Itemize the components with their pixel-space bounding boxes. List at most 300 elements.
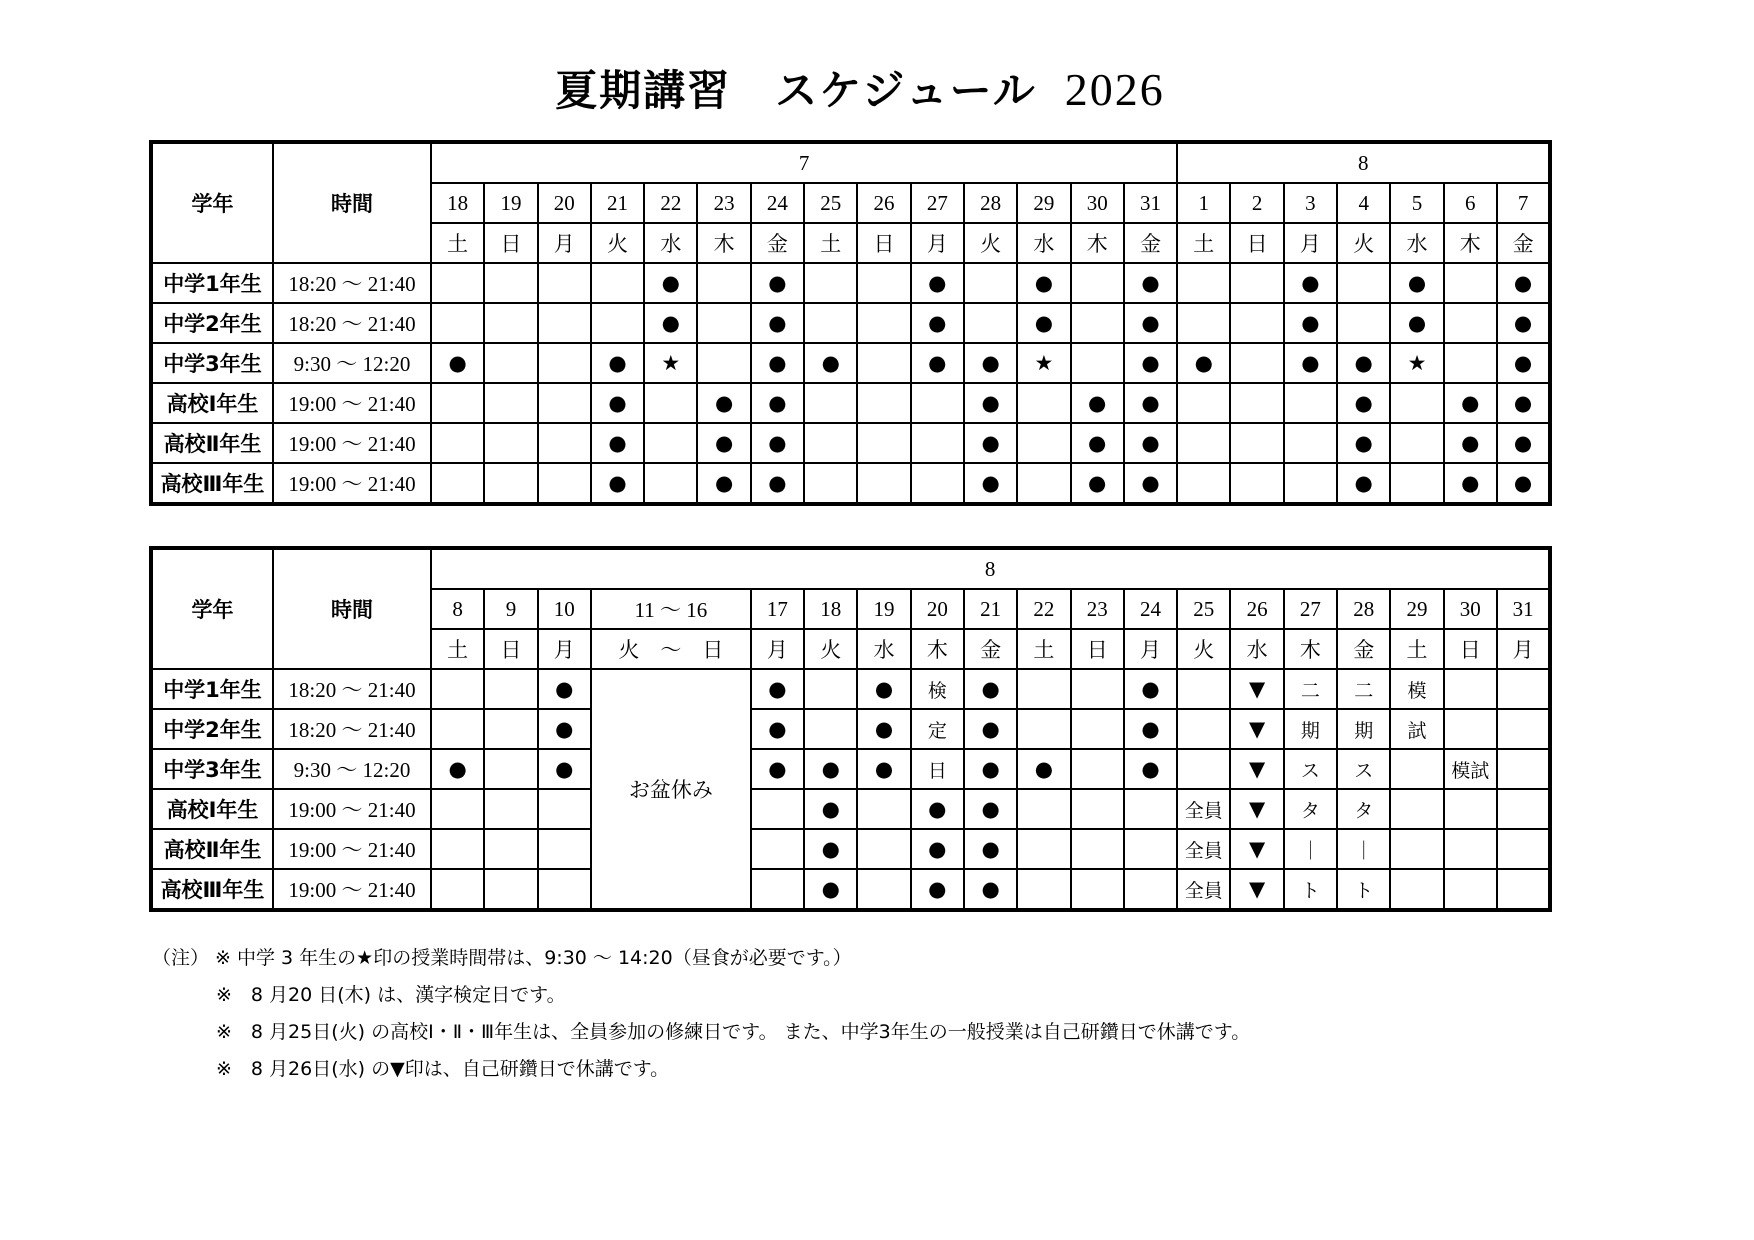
day-number: 2 [1230,183,1283,223]
schedule-mark [484,383,537,423]
class-time: 9:30 〜 12:20 [273,343,431,383]
schedule-mark: ● [1390,263,1443,303]
schedule-mark [538,869,591,910]
schedule-mark: タ [1337,789,1390,829]
schedule-mark [644,423,697,463]
schedule-mark: 模試 [1444,749,1497,789]
schedule-mark [431,789,484,829]
day-number: 19 [857,589,910,629]
schedule-mark [431,669,484,709]
month-header: 8 [431,548,1550,589]
schedule-mark [1444,303,1497,343]
schedule-mark: ● [1071,383,1124,423]
grade-row [151,423,1550,463]
schedule-mark: タ [1284,789,1337,829]
grade-label: 中学2年生 [151,303,273,343]
grade-row [151,303,1550,343]
schedule-mark: ● [911,263,964,303]
schedule-mark [484,423,537,463]
day-number: 18 [804,589,857,629]
schedule-mark [1444,669,1497,709]
schedule-mark: ● [1017,303,1070,343]
day-number: 25 [804,183,857,223]
grade-row [151,709,1550,749]
schedule-mark [1071,709,1124,749]
schedule-mark: ト [1337,869,1390,910]
day-number: 3 [1284,183,1337,223]
schedule-mark [484,463,537,504]
day-of-week: 木 [911,629,964,669]
class-time: 19:00 〜 21:40 [273,869,431,910]
schedule-mark: ● [1390,303,1443,343]
schedule-mark: ● [1124,669,1177,709]
schedule-mark [1284,383,1337,423]
schedule-mark: ● [1124,749,1177,789]
schedule-mark [484,709,537,749]
note-4: ※ 8 月26日(水) の▼印は、自己研鑽日で休講です。 [216,1058,670,1080]
schedule-mark: ● [911,303,964,343]
schedule-mark [538,343,591,383]
schedule-mark [484,263,537,303]
schedule-mark: ● [751,383,804,423]
title-year: 2026 [1064,64,1165,115]
schedule-mark: ● [1337,423,1390,463]
day-number: 31 [1497,589,1550,629]
day-number: 17 [751,589,804,629]
schedule-mark: ● [431,343,484,383]
schedule-mark: ▼ [1230,709,1283,749]
schedule-mark [1337,303,1390,343]
schedule-mark: ● [591,463,644,504]
schedule-mark [484,749,537,789]
schedule-mark: ● [804,829,857,869]
schedule-mark: ● [1444,463,1497,504]
grade-row [151,343,1550,383]
day-number: 1 [1177,183,1230,223]
day-of-week: 火 [964,223,1017,263]
day-of-week: 月 [1124,629,1177,669]
day-number: 20 [911,589,964,629]
schedule-mark: 検 [911,669,964,709]
day-of-week: 金 [1497,223,1550,263]
day-number: 23 [697,183,750,223]
schedule-mark [1444,343,1497,383]
header-grade: 学年 [151,142,273,263]
schedule-mark [1071,263,1124,303]
schedule-mark: ● [1284,303,1337,343]
schedule-mark [1230,423,1283,463]
grade-label: 中学1年生 [151,263,273,303]
day-number: 22 [644,183,697,223]
schedule-mark: ● [964,463,1017,504]
schedule-mark: 定 [911,709,964,749]
schedule-mark: ● [591,383,644,423]
schedule-mark [1230,343,1283,383]
schedule-mark [538,789,591,829]
schedule-mark: ● [1337,463,1390,504]
schedule-mark: ● [1497,383,1550,423]
class-time: 19:00 〜 21:40 [273,829,431,869]
schedule-mark: 全員 [1177,789,1230,829]
schedule-mark [1390,829,1443,869]
day-of-week: 日 [1230,223,1283,263]
day-number: 20 [538,183,591,223]
day-of-week: 月 [538,629,591,669]
schedule-mark: ● [804,749,857,789]
schedule-mark: ● [697,463,750,504]
schedule-mark [857,423,910,463]
schedule-mark: ● [1017,749,1070,789]
schedule-mark: ● [857,749,910,789]
schedule-mark [1497,869,1550,910]
schedule-mark [1017,423,1070,463]
day-number: 30 [1071,183,1124,223]
grade-row [151,869,1550,910]
schedule-mark: ● [1124,263,1177,303]
schedule-mark: ● [751,463,804,504]
schedule-mark [1071,669,1124,709]
schedule-mark: ス [1337,749,1390,789]
day-range-dow: 火 〜 日 [591,629,751,669]
schedule-mark [431,263,484,303]
day-of-week: 土 [1177,223,1230,263]
schedule-mark [1337,263,1390,303]
schedule-mark: ● [911,869,964,910]
schedule-mark: ● [804,789,857,829]
schedule-mark [431,463,484,504]
schedule-mark [804,423,857,463]
grade-row [151,463,1550,504]
grade-label: 高校Ⅲ年生 [151,869,273,910]
schedule-mark [1124,829,1177,869]
day-number: 23 [1071,589,1124,629]
day-number: 24 [751,183,804,223]
day-number: 26 [1230,589,1283,629]
schedule-table-august [149,546,1552,912]
day-of-week: 水 [1390,223,1443,263]
schedule-mark [1124,789,1177,829]
schedule-mark [1071,869,1124,910]
header-time: 時間 [273,548,431,669]
grade-label: 中学3年生 [151,749,273,789]
note-3: ※ 8 月25日(火) の高校Ⅰ・Ⅱ・Ⅲ年生は、全員参加の修練日です。 また、中学3年生の一般授業は自己研鑽日で休講です。 [216,1021,1251,1043]
schedule-mark: ● [964,423,1017,463]
schedule-mark: ★ [644,343,697,383]
schedule-mark [1071,789,1124,829]
day-of-week: 水 [644,223,697,263]
schedule-mark: 二 [1284,669,1337,709]
day-number: 25 [1177,589,1230,629]
title-text: 夏期講習 スケジュール [555,66,1037,115]
schedule-mark: ● [751,303,804,343]
schedule-mark [964,263,1017,303]
day-of-week: 木 [1444,223,1497,263]
schedule-mark [484,343,537,383]
schedule-mark [1497,829,1550,869]
schedule-mark [911,463,964,504]
schedule-mark [1390,789,1443,829]
schedule-mark [1177,263,1230,303]
grade-label: 高校Ⅱ年生 [151,423,273,463]
schedule-mark: ● [911,343,964,383]
day-of-week: 月 [538,223,591,263]
schedule-mark: ● [1017,263,1070,303]
schedule-mark [697,343,750,383]
schedule-mark: ● [1124,423,1177,463]
schedule-mark [1124,869,1177,910]
schedule-mark [804,669,857,709]
header-time: 時間 [273,142,431,263]
grade-row [151,829,1550,869]
schedule-mark [431,829,484,869]
schedule-mark [538,383,591,423]
schedule-mark [1071,343,1124,383]
schedule-mark: 日 [911,749,964,789]
schedule-mark: ● [964,869,1017,910]
schedule-mark: 二 [1337,669,1390,709]
note-2: ※ 8 月20 日(木) は、漢字検定日です。 [216,984,566,1006]
schedule-mark: ● [857,709,910,749]
day-of-week: 火 [1177,629,1230,669]
class-time: 18:20 〜 21:40 [273,669,431,709]
schedule-mark: ● [644,303,697,343]
day-number: 9 [484,589,537,629]
schedule-mark: 全員 [1177,829,1230,869]
grade-row [151,749,1550,789]
schedule-mark: ● [1124,303,1177,343]
schedule-mark: 試 [1390,709,1443,749]
grade-label: 中学3年生 [151,343,273,383]
schedule-mark [1071,303,1124,343]
schedule-mark [1017,829,1070,869]
day-number: 21 [591,183,644,223]
schedule-mark: ● [751,263,804,303]
schedule-mark: 模 [1390,669,1443,709]
grade-label: 高校Ⅰ年生 [151,789,273,829]
schedule-mark: ● [1337,343,1390,383]
schedule-mark [1390,749,1443,789]
schedule-mark [1390,869,1443,910]
schedule-mark: ▼ [1230,669,1283,709]
schedule-mark [1071,749,1124,789]
schedule-mark: ● [964,709,1017,749]
schedule-mark: ● [1444,383,1497,423]
day-number: 10 [538,589,591,629]
schedule-mark: ▼ [1230,789,1283,829]
schedule-mark: ● [751,423,804,463]
schedule-mark [857,263,910,303]
schedule-mark [591,303,644,343]
day-number: 19 [484,183,537,223]
schedule-mark: ● [804,343,857,383]
notes [152,943,1250,1091]
schedule-mark [1444,829,1497,869]
day-number: 5 [1390,183,1443,223]
schedule-mark [1230,383,1283,423]
day-of-week: 土 [431,629,484,669]
schedule-mark: ● [1071,423,1124,463]
schedule-mark [857,383,910,423]
day-number: 8 [431,589,484,629]
schedule-mark: ● [644,263,697,303]
day-of-week: 日 [484,629,537,669]
day-of-week: 金 [964,629,1017,669]
schedule-mark: ● [431,749,484,789]
schedule-mark [538,463,591,504]
schedule-mark [484,789,537,829]
grade-label: 高校Ⅲ年生 [151,463,273,504]
schedule-mark: ● [964,669,1017,709]
schedule-mark: ● [964,343,1017,383]
schedule-mark: ｜ [1337,829,1390,869]
schedule-mark [1177,383,1230,423]
day-of-week: 土 [1017,629,1070,669]
day-number: 21 [964,589,1017,629]
schedule-mark [1230,303,1283,343]
schedule-mark [1284,423,1337,463]
schedule-mark [857,463,910,504]
schedule-mark: ● [697,423,750,463]
schedule-mark [751,789,804,829]
schedule-mark: ● [538,709,591,749]
grade-label: 高校Ⅱ年生 [151,829,273,869]
day-of-week: 金 [751,223,804,263]
schedule-mark [1177,669,1230,709]
schedule-mark [538,303,591,343]
class-time: 18:20 〜 21:40 [273,303,431,343]
schedule-mark: ● [1177,343,1230,383]
schedule-mark [484,829,537,869]
day-number: 6 [1444,183,1497,223]
schedule-mark [538,263,591,303]
schedule-mark: ▼ [1230,829,1283,869]
schedule-mark [431,303,484,343]
day-of-week: 月 [1284,223,1337,263]
schedule-mark: ● [1497,343,1550,383]
schedule-mark [1177,303,1230,343]
schedule-mark [1497,669,1550,709]
class-time: 9:30 〜 12:20 [273,749,431,789]
schedule-table-july [149,140,1552,506]
day-of-week: 土 [804,223,857,263]
schedule-mark [538,829,591,869]
day-number: 24 [1124,589,1177,629]
day-of-week: 水 [857,629,910,669]
header-grade: 学年 [151,548,273,669]
schedule-mark: ● [911,789,964,829]
schedule-mark [804,303,857,343]
schedule-mark: ● [911,829,964,869]
schedule-mark: ● [1497,263,1550,303]
schedule-mark: 期 [1284,709,1337,749]
schedule-mark [751,869,804,910]
schedule-mark: ★ [1390,343,1443,383]
day-of-week: 火 [804,629,857,669]
schedule-mark: ● [964,383,1017,423]
schedule-mark [1444,263,1497,303]
schedule-mark: ● [538,669,591,709]
grade-label: 中学1年生 [151,669,273,709]
day-number: 26 [857,183,910,223]
schedule-mark: ● [1124,463,1177,504]
day-range: 11 〜 16 [591,589,751,629]
schedule-mark [484,303,537,343]
schedule-mark [697,303,750,343]
month-header: 7 [431,142,1177,183]
schedule-mark: 全員 [1177,869,1230,910]
day-number: 22 [1017,589,1070,629]
day-number: 18 [431,183,484,223]
schedule-mark [644,463,697,504]
schedule-mark: ● [1124,383,1177,423]
schedule-mark: ● [964,789,1017,829]
grade-row [151,789,1550,829]
day-of-week: 月 [1497,629,1550,669]
schedule-mark [644,383,697,423]
day-of-week: 月 [911,223,964,263]
schedule-mark: ● [964,829,1017,869]
schedule-mark: ● [1284,263,1337,303]
day-of-week: 金 [1337,629,1390,669]
schedule-mark [431,423,484,463]
schedule-mark [804,383,857,423]
schedule-mark [1497,709,1550,749]
schedule-mark [804,463,857,504]
schedule-mark [1444,869,1497,910]
day-number: 31 [1124,183,1177,223]
day-number: 27 [911,183,964,223]
schedule-mark [964,303,1017,343]
schedule-mark [857,343,910,383]
schedule-mark [857,303,910,343]
schedule-mark [1390,423,1443,463]
schedule-mark: ● [964,749,1017,789]
schedule-mark [1017,709,1070,749]
schedule-mark: ● [1124,343,1177,383]
schedule-mark: ● [1497,463,1550,504]
day-number: 29 [1390,589,1443,629]
schedule-mark: 期 [1337,709,1390,749]
schedule-mark [1017,789,1070,829]
grade-label: 中学2年生 [151,709,273,749]
day-number: 28 [1337,589,1390,629]
schedule-mark: ｜ [1284,829,1337,869]
schedule-mark: ● [751,749,804,789]
day-of-week: 日 [857,223,910,263]
schedule-mark [1497,789,1550,829]
schedule-mark [1390,383,1443,423]
day-number: 28 [964,183,1017,223]
day-of-week: 木 [1071,223,1124,263]
schedule-mark [911,423,964,463]
schedule-mark [911,383,964,423]
schedule-mark: ● [1124,709,1177,749]
schedule-mark [857,789,910,829]
schedule-mark: ● [1497,303,1550,343]
class-time: 18:20 〜 21:40 [273,263,431,303]
schedule-mark: ★ [1017,343,1070,383]
grade-row [151,669,1550,709]
day-of-week: 水 [1230,629,1283,669]
schedule-mark [1017,869,1070,910]
schedule-mark: ● [538,749,591,789]
obon-holiday: お盆休み [591,669,751,910]
day-of-week: 水 [1017,223,1070,263]
day-number: 29 [1017,183,1070,223]
day-of-week: 木 [1284,629,1337,669]
schedule-mark [857,829,910,869]
schedule-mark: ● [751,343,804,383]
